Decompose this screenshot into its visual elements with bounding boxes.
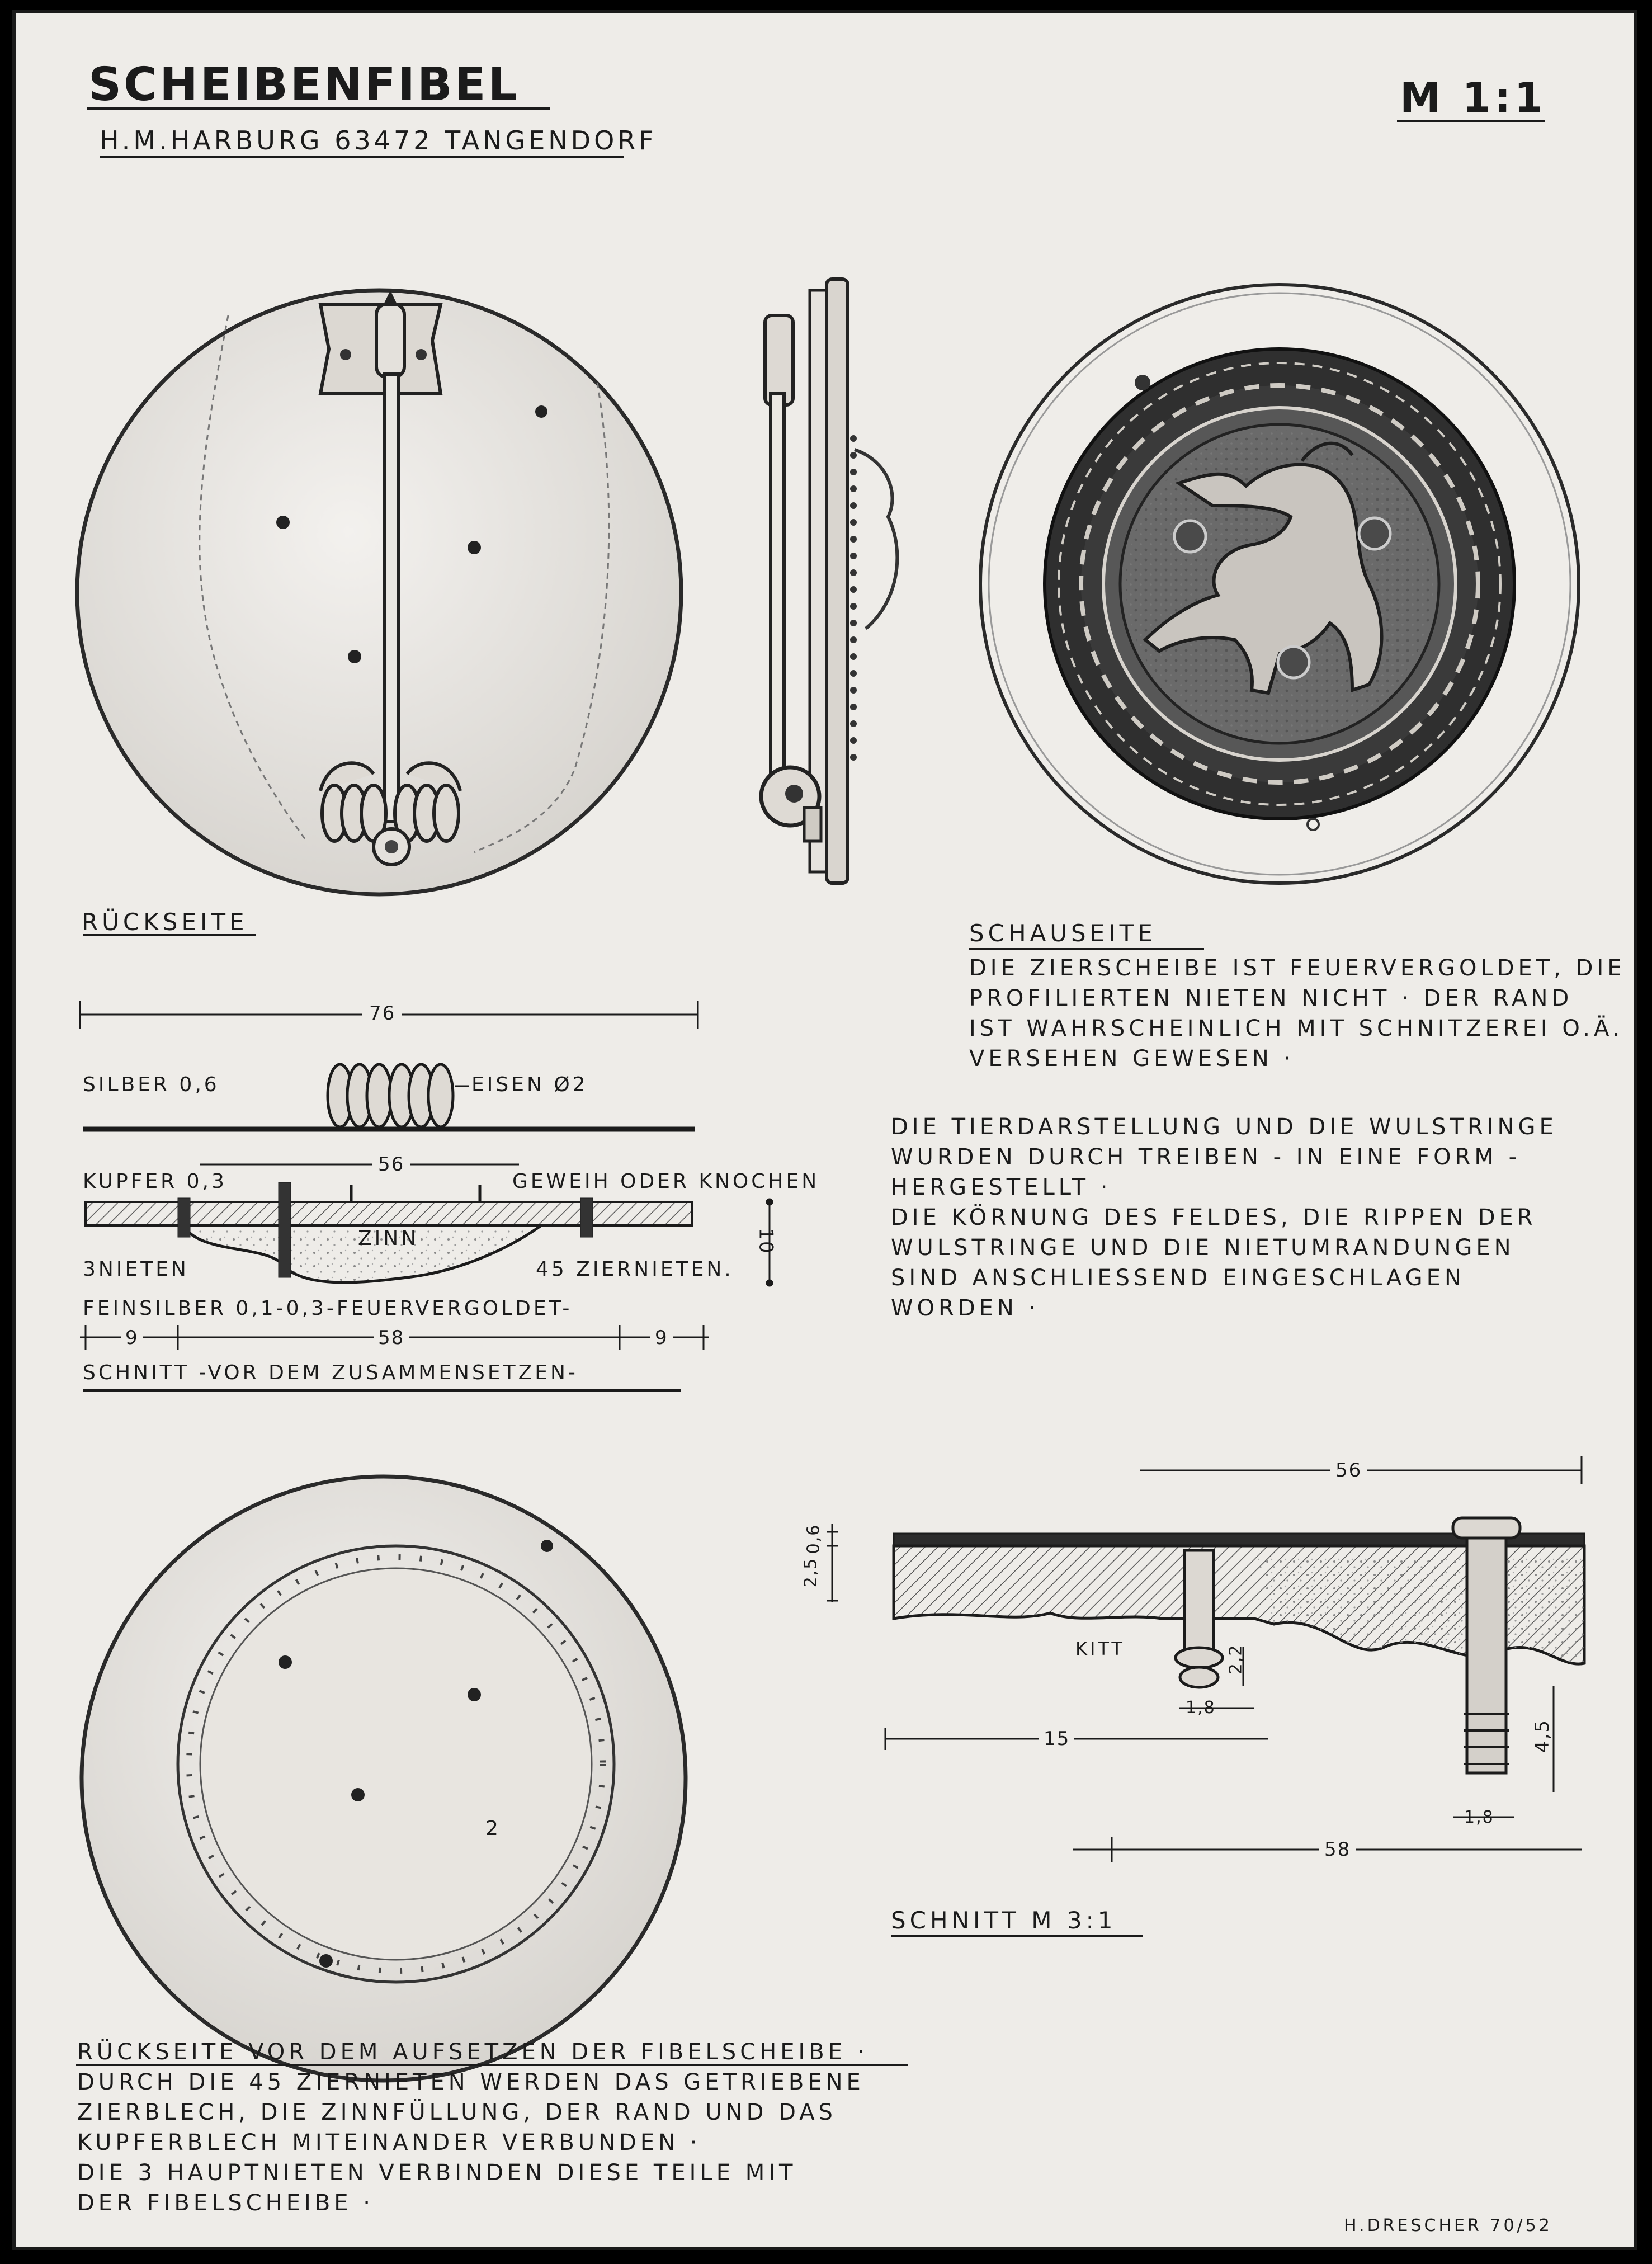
page-subtitle: H.M.HARBURG 63472 TANGENDORF [100, 125, 657, 155]
dim-0-6: 0,6 [804, 1524, 824, 1554]
caption-line: DURCH DIE 45 ZIERNIETEN WERDEN DAS GETRIEBENE [77, 2069, 865, 2095]
page-title: SCHEIBENFIBEL [88, 58, 520, 111]
section-3-1-caption: SCHNITT M 3:1 [891, 1907, 1117, 1934]
technique-text-line: DIE TIERDARSTELLUNG UND DIE WULSTRINGE [891, 1114, 1557, 1140]
caption-line: ZIERBLECH, DIE ZINNFÜLLUNG, DER RAND UND DAS [77, 2100, 837, 2125]
dim-58: 58 [1319, 1838, 1356, 1861]
dim-1-8a: 1,8 [1186, 1698, 1216, 1718]
back-view-disc [77, 290, 681, 894]
label-antler: GEWEIH ODER KNOCHEN [512, 1170, 820, 1193]
back-view-heading: RÜCKSEITE [82, 908, 248, 936]
dim-top-56: 56 [1330, 1459, 1367, 1482]
caption-line: KUPFERBLECH MITEINANDER VERBUNDEN · [77, 2130, 701, 2155]
side-view [761, 279, 897, 883]
technique-text [891, 1112, 1557, 1323]
dim-1-8b: 1,8 [1464, 1808, 1494, 1827]
back-before-disc [76, 1477, 908, 2081]
signature: H.DRESCHER 70/52 [1344, 2216, 1552, 2235]
front-view-heading: SCHAUSEITE [969, 919, 1157, 947]
front-text-line: DIE ZIERSCHEIBE IST FEUERVERGOLDET, DIE [969, 955, 1626, 981]
caption-line: DIE 3 HAUPTNIETEN VERBINDEN DIESE TEILE MIT [77, 2160, 797, 2186]
back-before-caption [77, 2037, 868, 2218]
dim-right: 9 [650, 1327, 673, 1349]
dim-height: 10 [754, 1228, 777, 1254]
technique-text-line: WULSTRINGE UND DIE NIETUMRANDUNGEN [891, 1235, 1515, 1261]
rivet-numeral: 2 [485, 1817, 501, 1840]
label-rivets-45: 45 ZIERNIETEN. [536, 1258, 734, 1281]
label-rivets-3: 3NIETEN [83, 1258, 189, 1281]
dim-mid: 58 [374, 1327, 409, 1349]
label-kitt: KITT [1075, 1638, 1125, 1659]
dim-overall: 76 [362, 1002, 402, 1025]
label-iron: EISEN Ø2 [471, 1073, 588, 1096]
dim-4-5: 4,5 [1531, 1719, 1554, 1753]
technique-text-line: SIND ANSCHLIESSEND EINGESCHLAGEN [891, 1265, 1465, 1291]
technique-text-line: WURDEN DURCH TREIBEN - IN EINE FORM - [891, 1144, 1521, 1170]
dim-left: 9 [121, 1327, 143, 1349]
label-copper: KUPFER 0,3 [83, 1170, 227, 1193]
label-tin: ZINN [358, 1227, 419, 1250]
technique-text-line: HERGESTELLT · [891, 1175, 1112, 1200]
caption-line: DER FIBELSCHEIBE · [77, 2190, 374, 2216]
technique-text-line: WORDEN · [891, 1295, 1040, 1321]
scale-label: M 1:1 [1400, 74, 1546, 122]
label-silver: SILBER 0,6 [83, 1073, 220, 1096]
front-text-line: PROFILIERTEN NIETEN NICHT · DER RAND [969, 985, 1573, 1011]
section-caption: SCHNITT -VOR DEM ZUSAMMENSETZEN- [83, 1361, 578, 1384]
front-text-line: VERSEHEN GEWESEN · [969, 1046, 1295, 1072]
section-3-1-drawing [827, 1456, 1584, 1936]
front-view-disc [980, 285, 1579, 883]
front-text-line: IST WAHRSCHEINLICH MIT SCHNITZEREI O.Ä. [969, 1016, 1624, 1041]
dim-2-5: 2,5 [801, 1557, 821, 1588]
dim-2-2: 2,2 [1226, 1644, 1246, 1675]
technique-text-line: DIE KÖRNUNG DES FELDES, DIE RIPPEN DER [891, 1205, 1537, 1230]
front-view-text [969, 953, 1626, 1074]
label-finesilver: FEINSILBER 0,1-0,3-FEUERVERGOLDET- [83, 1297, 573, 1320]
drawing-sheet [12, 10, 1637, 2250]
caption-line: RÜCKSEITE VOR DEM AUFSETZEN DER FIBELSCHEIBE · [77, 2039, 869, 2065]
dim-15: 15 [1039, 1728, 1074, 1750]
dim-inner: 56 [372, 1153, 410, 1176]
